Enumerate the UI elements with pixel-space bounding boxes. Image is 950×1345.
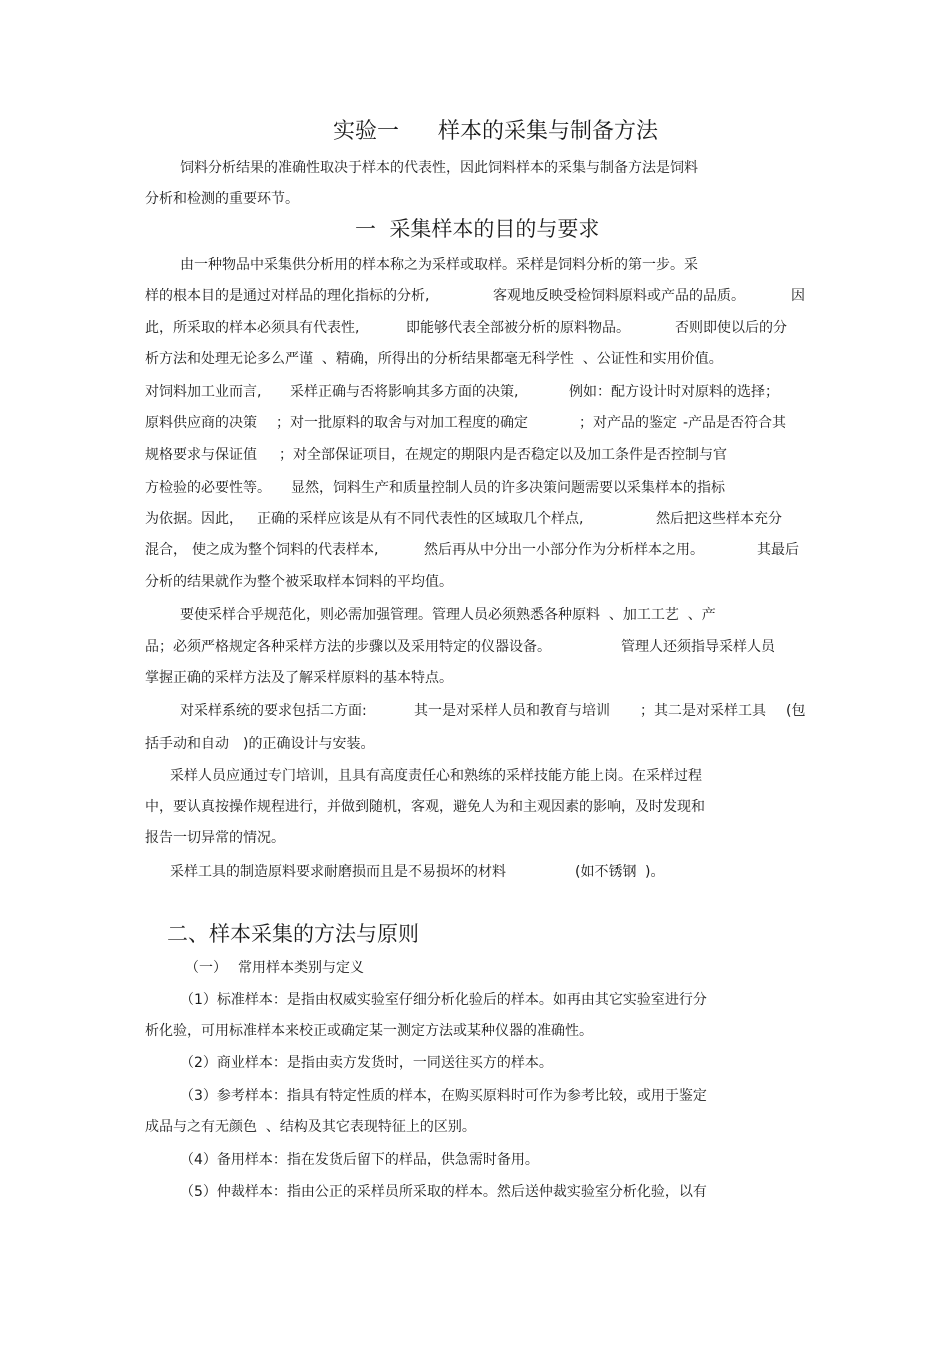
section1-line: 因 — [791, 288, 805, 304]
section1-line: (如不锈钢 — [575, 864, 637, 880]
section1-line: 品；必须严格规定各种采样方法的步骤以及采用特定的仪器设备。 — [145, 639, 551, 655]
section1-line: 为依据。因此， — [145, 511, 243, 527]
section1-line: ；对一批原料的取舍与对加工程度的确定 — [276, 415, 528, 431]
section1-line: 管理人还须指导采样人员 — [621, 639, 775, 655]
section1-line: 中，要认真按操作规程进行，并做到随机，客观，避免人为和主观因素的影响，及时发现和 — [145, 799, 705, 815]
section1-line: 对饲料加工业而言, — [145, 384, 262, 400]
section2-line: 成品与之有无颜色 、结构及其它表现特征上的区别。 — [145, 1119, 476, 1135]
section1-line: 括手动和自动 — [145, 736, 229, 752]
section1-line: )的正确设计与安装。 — [243, 736, 375, 752]
section1-line: 客观地反映受检饲料原料或产品的品质。 — [493, 288, 745, 304]
section2-sub-heading: 常用样本类别与定义 — [238, 960, 364, 976]
section2-line: （4）备用样本：指在发货后留下的样品，供急需时备用。 — [180, 1152, 539, 1168]
section1-line: 原料供应商的决策 — [145, 415, 257, 431]
section1-line: 方检验的必要性等。 — [145, 480, 271, 496]
section1-heading: 一 采集样本的目的与要求 — [355, 217, 600, 241]
section1-line: 采样人员应通过专门培训，且具有高度责任心和熟练的采样技能方能上岗。在采样过程 — [170, 768, 702, 784]
section1-line: 其一是对采样人员和教育与培训 — [414, 703, 610, 719]
section2-line: （3）参考样本：指具有特定性质的样本，在购买原料时可作为参考比较，或用于鉴定 — [180, 1088, 707, 1104]
section1-line: 析方法和处理无论多么严谨 、精确，所得出的分析结果都毫无科学性 、公证性和实用价值。 — [145, 351, 723, 367]
document-title-part1: 实验一 — [333, 119, 400, 144]
section1-line: 由一种物品中采集供分析用的样本称之为采样或取样。采样是饲料分析的第一步。采 — [180, 257, 698, 273]
section1-line: ；其二是对采样工具 — [640, 703, 766, 719]
section1-line: 分析的结果就作为整个被采取样本饲料的平均值。 — [145, 574, 453, 590]
section1-line: 即能够代表全部被分析的原料物品。 — [406, 320, 630, 336]
section1-line: 混合， — [145, 542, 187, 558]
section1-line: (包 — [786, 703, 806, 719]
section1-line: 规格要求与保证值 — [145, 447, 257, 463]
section1-line: 例如：配方设计时对原料的选择； — [569, 384, 779, 400]
section1-line: 采样正确与否将影响其多方面的决策, — [290, 384, 519, 400]
section1-line: 对采样系统的要求包括二方面: — [180, 703, 367, 719]
section1-line: 然后再从中分出一小部分作为分析样本之用。 — [424, 542, 704, 558]
section2-line: （5）仲裁样本：指由公正的采样员所采取的样本。然后送仲裁实验室分析化验，以有 — [180, 1184, 707, 1200]
section1-line: 否则即使以后的分 — [675, 320, 787, 336]
section2-line: 析化验，可用标准样本来校正或确定某一测定方法或某种仪器的准确性。 — [145, 1023, 593, 1039]
section2-line: （1）标准样本：是指由权威实验室仔细分析化验后的样本。如再由其它实验室进行分 — [180, 992, 707, 1008]
intro-line: 分析和检测的重要环节。 — [145, 191, 299, 207]
section1-line: 此，所采取的样本必须具有代表性, — [145, 320, 360, 336]
section1-line: -产品是否符合其 — [683, 415, 787, 431]
section2-line: （2）商业样本：是指由卖方发货时，一同送往买方的样本。 — [180, 1055, 553, 1071]
section1-line: 使之成为整个饲料的代表样本, — [192, 542, 379, 558]
section1-line: 然后把这些样本充分 — [656, 511, 782, 527]
section1-line: 显然，饲料生产和质量控制人员的许多决策问题需要以采集样本的指标 — [291, 480, 725, 496]
section1-line: 正确的采样应该是从有不同代表性的区域取几个样点, — [257, 511, 584, 527]
section1-line: ；对全部保证项目，在规定的期限内是否稳定以及加工条件是否控制与官 — [279, 447, 727, 463]
section1-line: 掌握正确的采样方法及了解采样原料的基本特点。 — [145, 670, 453, 686]
section1-line: )。 — [645, 864, 665, 880]
section1-line: 要使采样合乎规范化，则必需加强管理。管理人员必须熟悉各种原料 、加工工艺 、产 — [180, 607, 716, 623]
section1-line: 样的根本目的是通过对样品的理化指标的分析, — [145, 288, 430, 304]
section1-line: ；对产品的鉴定 — [579, 415, 677, 431]
section2-heading: 二、样本采集的方法与原则 — [167, 922, 419, 946]
section1-line: 采样工具的制造原料要求耐磨损而且是不易损坏的材料 — [170, 864, 506, 880]
section2-sub-marker: （一） — [185, 960, 227, 976]
section1-line: 报告一切异常的情况。 — [145, 830, 285, 846]
section1-line: 其最后 — [757, 542, 799, 558]
intro-line: 饲料分析结果的准确性取决于样本的代表性，因此饲料样本的采集与制备方法是饲料 — [180, 160, 698, 176]
document-title-part2: 样本的采集与制备方法 — [438, 119, 659, 144]
